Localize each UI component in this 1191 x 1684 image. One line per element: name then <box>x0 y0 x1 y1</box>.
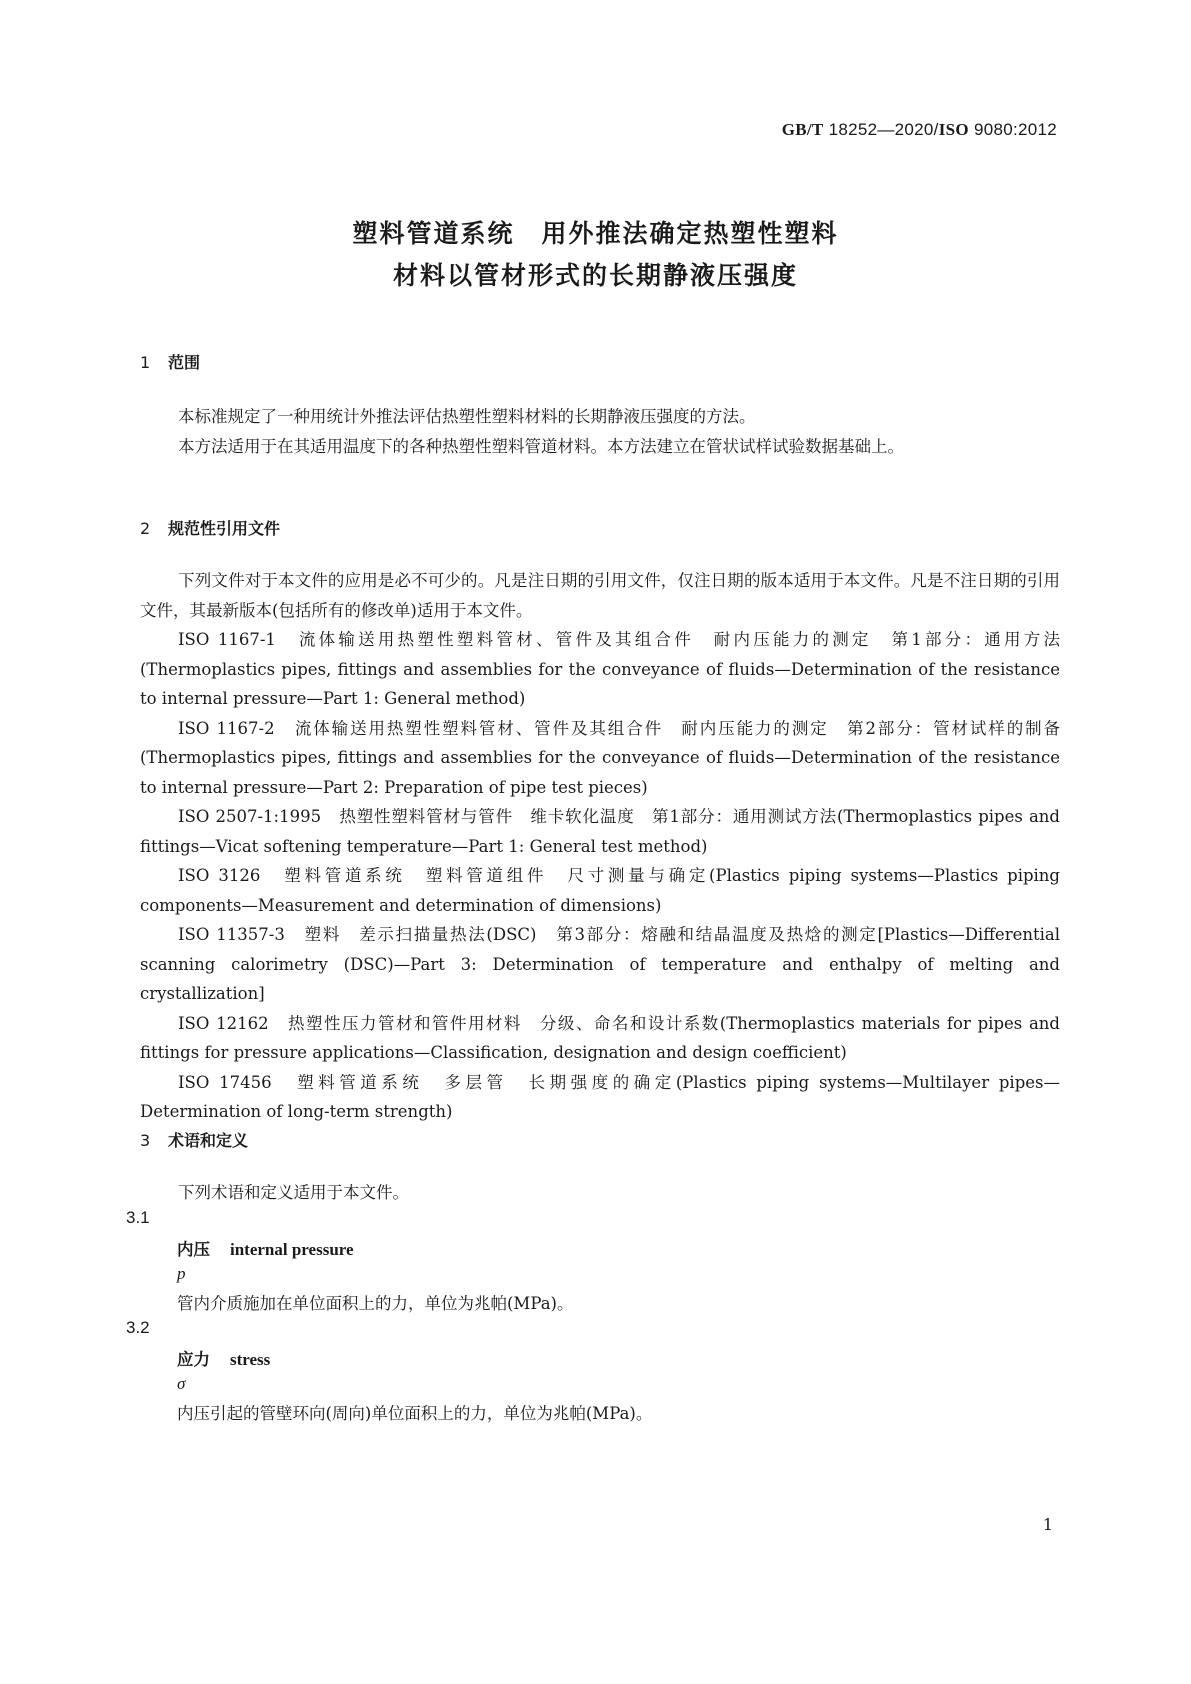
term-number: 3.1 <box>126 1208 150 1227</box>
code-number: 18252—2020/ <box>828 120 939 139</box>
paragraph: 下列术语和定义适用于本文件。 <box>178 1183 409 1202</box>
section-3-intro <box>140 1178 1060 1208</box>
section-number: 2 <box>140 519 151 538</box>
standard-code <box>782 120 1057 140</box>
term-zh: 内压 <box>177 1240 210 1259</box>
reference-iso-1167-2: ISO 1167-2 流体输送用热塑性塑料管材、管件及其组合件 耐内压能力的测定 第2部分：管材试样的制备(Thermoplastics pipes, fittings and assemblies for the conveyance of fluids—Determination of the resistance to internal pressure—Part 2: Preparation of pipe test pieces) <box>140 718 1060 797</box>
term-zh: 应力 <box>177 1350 210 1369</box>
term-en: internal pressure <box>230 1240 354 1259</box>
section-1-heading <box>140 350 200 373</box>
term-entry <box>177 1346 270 1370</box>
page-number: 1 <box>1042 1515 1053 1534</box>
iso-number: 9080:2012 <box>973 120 1057 139</box>
term-entry <box>177 1236 354 1260</box>
term-definition: 内压引起的管壁环向(周向)单位面积上的力，单位为兆帕(MPa)。 <box>177 1404 653 1423</box>
paragraph: 本方法适用于在其适用温度下的各种热塑性塑料管道材料。本方法建立在管状试样试验数据基础上。 <box>178 436 904 456</box>
section-2-heading <box>140 516 280 539</box>
code-prefix: GB/T <box>781 120 824 139</box>
reference-iso-2507-1: ISO 2507-1:1995 热塑性塑料管材与管件 维卡软化温度 第1部分：通用测试方法(Thermoplastics pipes and fittings—Vicat softening temperature—Part 1: General test method) <box>140 807 1060 856</box>
document-title-line-2: 材料以管材形式的长期静液压强度 <box>392 261 798 290</box>
reference-iso-11357-3: ISO 11357-3 塑料 差示扫描量热法(DSC) 第3部分：熔融和结晶温度及热焓的测定[Plastics—Differential scanning calorimetry (DSC)—Part 3: Determination of temperature and enthalpy of melting and crystallization] <box>140 925 1060 1003</box>
term-symbol: σ <box>177 1374 186 1393</box>
reference-iso-12162: ISO 12162 热塑性压力管材和管件用材料 分级、命名和设计系数(Thermoplastics materials for pipes and fittings for pressure applications—Classification, designation and design coefficient) <box>140 1013 1060 1062</box>
section-number: 1 <box>140 353 151 372</box>
section-number: 3 <box>140 1131 151 1150</box>
paragraph: 下列文件对于本文件的应用是必不可少的。凡是注日期的引用文件，仅注日期的版本适用于本文件。凡是不注日期的引用文件，其最新版本(包括所有的修改单)适用于本文件。 <box>140 571 1060 620</box>
reference-iso-1167-1: ISO 1167-1 流体输送用热塑性塑料管材、管件及其组合件 耐内压能力的测定 第1部分：通用方法(Thermoplastics pipes, fittings and assemblies for the conveyance of fluids—Determination of the resistance to internal pressure—Part 1: General method) <box>140 630 1060 708</box>
paragraph: 本标准规定了一种用统计外推法评估热塑性塑料材料的长期静液压强度的方法。 <box>178 407 756 426</box>
term-definition: 管内介质施加在单位面积上的力，单位为兆帕(MPa)。 <box>177 1294 574 1313</box>
section-1-body <box>140 402 1060 461</box>
section-title: 范围 <box>168 353 201 372</box>
iso-prefix: ISO <box>938 120 969 139</box>
section-2-body <box>140 566 1060 1127</box>
reference-iso-17456: ISO 17456 塑料管道系统 多层管 长期强度的确定(Plastics piping systems—Multilayer pipes—Determination of long-term strength) <box>140 1072 1060 1121</box>
section-3-heading <box>140 1128 248 1151</box>
term-symbol: p <box>177 1264 186 1283</box>
section-title: 术语和定义 <box>168 1131 249 1150</box>
reference-iso-3126: ISO 3126 塑料管道系统 塑料管道组件 尺寸测量与确定(Plastics piping systems—Plastics piping components—Measurement and determination of dimensions) <box>140 866 1060 915</box>
document-title-line-1: 塑料管道系统 用外推法确定热塑性塑料 <box>352 219 839 248</box>
section-title: 规范性引用文件 <box>168 519 281 538</box>
term-en: stress <box>230 1350 271 1369</box>
term-number: 3.2 <box>126 1318 150 1337</box>
